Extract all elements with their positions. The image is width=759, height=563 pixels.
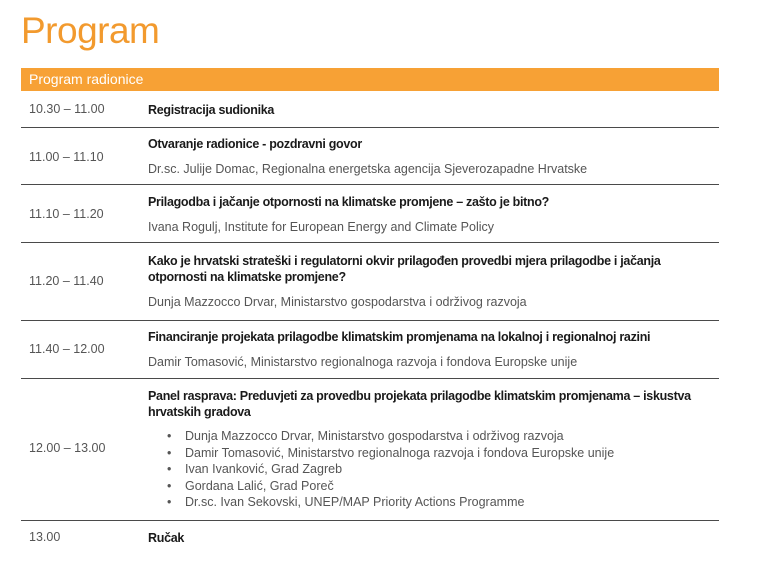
agenda-speaker: Ivana Rogulj, Institute for European Energy and Climate Policy [148,220,495,234]
agenda-time: 12.00 – 13.00 [29,441,106,455]
section-header: Program radionice [21,68,719,91]
agenda-time: 13.00 [29,530,61,544]
agenda-speaker: Dunja Mazzocco Drvar, Ministarstvo gospodarstva i održivog razvoja [148,295,527,309]
agenda-row [21,521,719,556]
agenda-row [21,379,719,521]
agenda-row [21,321,719,379]
panel-participants-list [148,428,708,511]
agenda-title: Kako je hrvatski strateški i regulatorni okvir prilagođen provedbi mjera prilagodbe i jačanja otpornosti na klimatske promjene? [148,254,661,284]
list-item: • Gordana Lalić, Grad Poreč [148,478,708,495]
list-item: • Damir Tomasović, Ministarstvo regionalnoga razvoja i fondova Europske unije [148,445,708,462]
agenda-speaker: Dr.sc. Julije Domac, Regionalna energetska agencija Sjeverozapadne Hrvatske [148,162,588,176]
agenda-title: Registracija sudionika [148,103,275,117]
list-item: • Dunja Mazzocco Drvar, Ministarstvo gospodarstva i održivog razvoja [148,428,708,445]
agenda-title: Prilagodba i jačanje otpornosti na klimatske promjene – zašto je bitno? [148,195,550,209]
agenda-row [21,243,719,321]
agenda-time: 11.20 – 11.40 [29,274,104,288]
agenda-title: Ručak [148,531,185,545]
list-item: • Ivan Ivanković, Grad Zagreb [148,461,708,478]
agenda-title: Otvaranje radionice - pozdravni govor [148,137,362,151]
agenda-time: 10.30 – 11.00 [29,102,105,116]
agenda-time: 11.40 – 12.00 [29,342,105,356]
agenda-time: 11.10 – 11.20 [29,207,104,221]
agenda-time: 11.00 – 11.10 [29,150,104,164]
agenda-speaker: Damir Tomasović, Ministarstvo regionalnoga razvoja i fondova Europske unije [148,355,578,369]
agenda-row [21,185,719,243]
agenda-title: Financiranje projekata prilagodbe klimatskim promjenama na lokalnoj i regionalnoj razini [148,330,651,344]
page-title: Program [21,10,160,51]
list-item: • Dr.sc. Ivan Sekovski, UNEP/MAP Priority Actions Programme [148,494,708,511]
agenda-row [21,128,719,185]
agenda-title: Panel rasprava: Preduvjeti za provedbu projekata prilagodbe klimatskim promjenama – iskustva hrvatskih gradova [148,389,691,419]
agenda-row [21,91,719,128]
